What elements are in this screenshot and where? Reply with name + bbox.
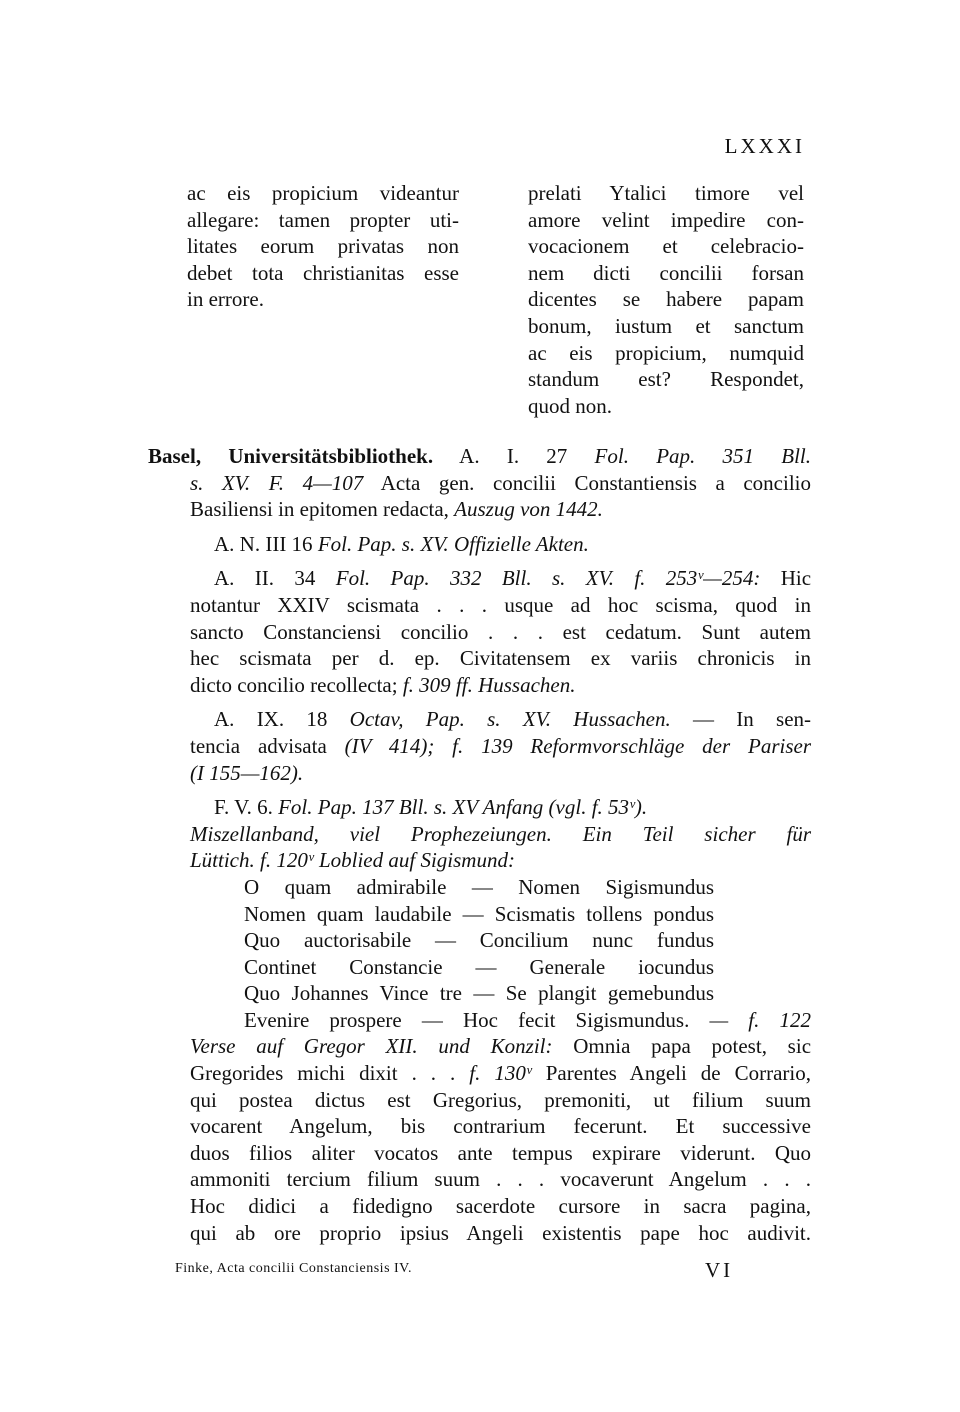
text-segment: Acta gen. concilii Constantiensis a concilio: [380, 470, 812, 495]
manuscript-meta: Fol. Pap. s. XV.: [317, 531, 449, 556]
shelfmark: A. IX. 18: [214, 707, 328, 732]
text-line: Hoc didici a fidedigno sacerdote cursore in sacra pagina,: [190, 1194, 811, 1219]
text-segment: Verse auf Gregor XII. und Konzil:: [190, 1034, 553, 1059]
text-segment: Basiliensi in epitomen redacta,: [190, 497, 449, 522]
shelfmark: F. V. 6.: [214, 795, 273, 820]
text-line: in errore.: [187, 287, 264, 312]
text-segment: f. 309 ff. Hussachen.: [402, 672, 576, 697]
text-line: sancto Constanciensi concilio . . . est cedatum. Sunt autem: [190, 619, 811, 644]
text-segment: Gregorides michi dixit . . .: [190, 1061, 456, 1086]
manuscript-meta: Fol. Pap. 351 Bll.: [594, 444, 811, 468]
text-line: bonum, iustum et sanctum: [528, 313, 804, 338]
text-line: duos filios aliter vocatos ante tempus expirare viderunt. Quo: [190, 1140, 811, 1165]
manuscript-meta: Fol. Pap. 137 Bll. s. XV Anfang (vgl. f. 53ᵛ).: [278, 795, 648, 820]
right-column: [528, 180, 804, 419]
page-number: LXXXI: [724, 134, 805, 158]
left-column: [187, 180, 459, 313]
library-heading: Basel, Universitätsbibliothek.: [148, 444, 434, 468]
text-line: quod non.: [528, 393, 612, 418]
text-line: Miszellanband, viel Prophezeiungen. Ein Teil sicher für: [190, 821, 811, 846]
entry-basel: [148, 443, 811, 523]
signature-mark: Finke, Acta concilii Constanciensis IV.: [175, 1261, 412, 1276]
verse-block: [148, 874, 714, 1007]
text-line: ac eis propicium videantur: [187, 181, 459, 205]
entry-a2: [148, 565, 811, 698]
text-line: litates eorum privatas non: [187, 234, 459, 259]
verse-line: Quo Johannes Vince tre — Se plangit gemebundus: [244, 981, 714, 1006]
text-line: ammoniti tercium filium suum . . . vocaverunt Angelum . . .: [190, 1167, 811, 1192]
text-line: vocarent Angelum, bis contrarium fecerunt. Et successive: [190, 1114, 811, 1139]
text-segment: Hic: [780, 566, 812, 591]
folio-ref: — f. 122: [709, 1007, 812, 1032]
text-segment: Omnia papa potest, sic: [573, 1034, 812, 1059]
page-footer: [175, 1258, 735, 1282]
text-line: qui ab ore proprio ipsius Angeli existentis pape hoc audivit.: [190, 1220, 811, 1245]
text-segment: Parentes Angeli de Corrario,: [545, 1061, 811, 1086]
text-line: (I 155—162).: [190, 760, 304, 785]
text-line: standum est? Respondet,: [528, 367, 804, 392]
date-folio: s. XV. F. 4—107: [190, 470, 364, 495]
text-line: vocacionem et celebracio-: [528, 234, 804, 259]
text-line: notantur XXIV scismata . . . usque ad hoc scisma, quod in: [190, 592, 811, 617]
verse-line: Continet Constancie — Generale iocundus: [244, 954, 714, 979]
entry-f5: [148, 794, 811, 1246]
text-segment: — In sen-: [692, 707, 812, 732]
text-segment: Auszug von 1442.: [454, 497, 603, 522]
text-line: prelati Ytalici timore vel: [528, 181, 804, 205]
shelfmark: A. N. III 16: [214, 531, 313, 556]
text-line: Lüttich. f. 120ᵛ Loblied auf Sigismund:: [190, 848, 515, 873]
text-segment: (IV 414); f. 139 Reformvorschläge der Pariser: [344, 733, 811, 758]
verse-line: O quam admirabile — Nomen Sigismundus: [244, 874, 714, 899]
manuscript-meta: Octav, Pap. s. XV. Hussachen.: [349, 707, 671, 732]
verse-line: Quo auctorisabile — Concilium nunc fundus: [244, 928, 714, 953]
text-segment: tencia advisata: [190, 733, 327, 758]
catalog-entries: [148, 443, 811, 1246]
text-line: nem dicti concilii forsan: [528, 260, 804, 285]
entry-an3: [148, 531, 811, 558]
manuscript-meta: Fol. Pap. 332 Bll. s. XV. f. 253ᵛ—254:: [335, 566, 761, 591]
text-segment: dicto concilio recollecta;: [190, 672, 398, 697]
text-segment: Offizielle Akten.: [453, 531, 589, 556]
text-line: hec scismata per d. ep. Civitatensem ex variis chronicis in: [190, 646, 811, 671]
entry-a9: [148, 706, 811, 786]
verse-line: Nomen quam laudabile — Scismatis tollens pondus: [244, 901, 714, 926]
text-line: dicentes se habere papam: [528, 287, 804, 312]
text-line: ac eis propicium, numquid: [528, 340, 804, 365]
shelfmark: A. I. 27: [459, 444, 568, 468]
verse-line: Evenire prospere — Hoc fecit Sigismundus.: [244, 1007, 690, 1032]
text-line: allegare: tamen propter uti-: [187, 207, 459, 232]
text-line: debet tota christianitas esse: [187, 260, 459, 285]
text-line: qui postea dictus est Gregorius, premoniti, ut filium suum: [190, 1087, 811, 1112]
shelfmark: A. II. 34: [214, 566, 316, 591]
sheet-number: VI: [705, 1258, 734, 1282]
text-line: amore velint impedire con-: [528, 207, 804, 232]
folio-ref: f. 130ᵛ: [469, 1061, 532, 1086]
